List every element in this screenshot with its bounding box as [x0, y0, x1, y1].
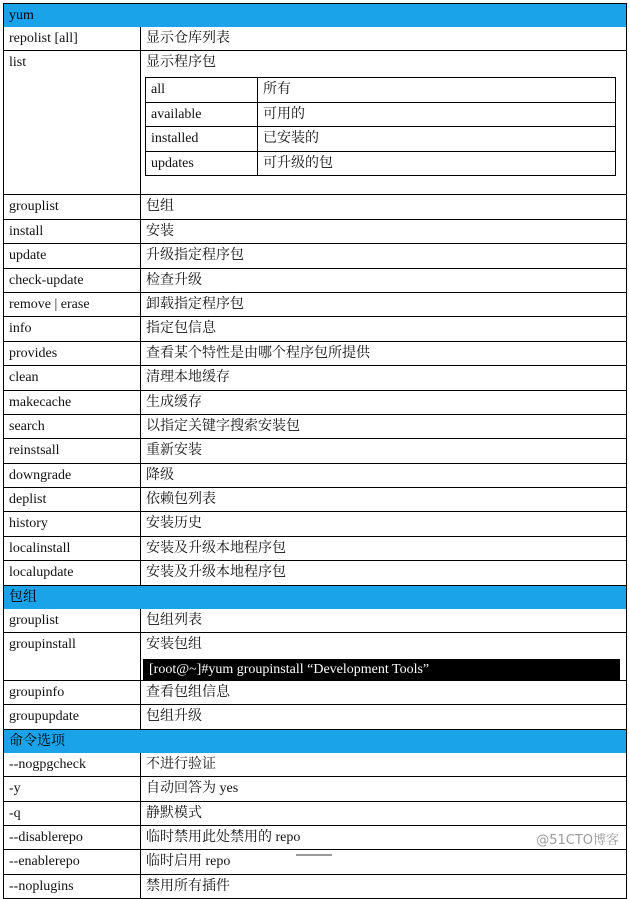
table-row	[4, 705, 627, 729]
command-cell: --noplugins	[4, 875, 141, 898]
description-cell: 临时启用 repo	[141, 850, 627, 873]
table-row	[4, 342, 627, 366]
subtable-value: 可用的	[258, 103, 616, 127]
command-cell: reinstsall	[4, 439, 141, 462]
command-cell: localupdate	[4, 561, 141, 584]
table-row	[4, 269, 627, 293]
table-row	[4, 609, 627, 633]
command-cell: localinstall	[4, 537, 141, 560]
description-cell: 查看某个特性是由哪个程序包所提供	[141, 342, 627, 365]
command-cell: -q	[4, 802, 141, 825]
subtable-value: 所有	[258, 78, 616, 102]
description-cell: 指定包信息	[141, 317, 627, 340]
table-row	[4, 464, 627, 488]
description-cell: 检查升级	[141, 269, 627, 292]
section-header-group: 包组	[4, 586, 627, 609]
table-row	[4, 220, 627, 244]
table-row	[4, 244, 627, 268]
command-cell: deplist	[4, 488, 141, 511]
command-cell: info	[4, 317, 141, 340]
table-row	[4, 195, 627, 219]
command-cell: search	[4, 415, 141, 438]
description-cell: 重新安装	[141, 439, 627, 462]
table-row	[4, 366, 627, 390]
table-row	[4, 681, 627, 705]
yum-command-table	[3, 3, 627, 899]
description-cell	[141, 633, 627, 680]
description-cell: 包组	[141, 195, 627, 218]
section-header-yum: yum	[4, 4, 627, 27]
command-cell: groupupdate	[4, 705, 141, 728]
table-row	[4, 391, 627, 415]
command-cell: clean	[4, 366, 141, 389]
description-cell: 降级	[141, 464, 627, 487]
section-header-options: 命令选项	[4, 730, 627, 753]
description-cell: 临时禁用此处禁用的 repo	[141, 826, 627, 849]
description-cell: 依赖包列表	[141, 488, 627, 511]
table-row	[4, 415, 627, 439]
description-cell: 查看包组信息	[141, 681, 627, 704]
table-row	[4, 561, 627, 585]
description-cell: 清理本地缓存	[141, 366, 627, 389]
description-cell: 安装及升级本地程序包	[141, 537, 627, 560]
subtable-row	[146, 127, 616, 152]
command-cell: history	[4, 512, 141, 535]
command-cell: list	[4, 51, 141, 194]
watermark: @51CTO博客	[536, 833, 619, 848]
table-row	[4, 512, 627, 536]
description-cell: 以指定关键字搜索安装包	[141, 415, 627, 438]
subtable-key: updates	[146, 152, 258, 176]
command-cell: grouplist	[4, 609, 141, 632]
table-row	[4, 875, 627, 899]
command-cell: grouplist	[4, 195, 141, 218]
subtable-key: available	[146, 103, 258, 127]
description-cell: 生成缓存	[141, 391, 627, 414]
description-cell: 安装历史	[141, 512, 627, 535]
command-cell: --nogpgcheck	[4, 753, 141, 776]
list-subtable	[145, 77, 616, 176]
subtable-key: installed	[146, 127, 258, 151]
table-row	[4, 633, 627, 681]
subtable-value: 可升级的包	[258, 152, 616, 176]
table-row	[4, 537, 627, 561]
table-row	[4, 27, 627, 51]
description-cell: 包组升级	[141, 705, 627, 728]
description-cell: 安装及升级本地程序包	[141, 561, 627, 584]
example-command-block: [root@~]#yum groupinstall “Development Tools”	[143, 659, 620, 681]
command-cell: groupinfo	[4, 681, 141, 704]
command-cell: update	[4, 244, 141, 267]
subtable-row	[146, 103, 616, 128]
table-row	[4, 488, 627, 512]
description-cell: 卸载指定程序包	[141, 293, 627, 316]
command-cell: provides	[4, 342, 141, 365]
description-cell: 升级指定程序包	[141, 244, 627, 267]
command-cell: makecache	[4, 391, 141, 414]
description-cell: 禁用所有插件	[141, 875, 627, 898]
description-cell: 自动回答为 yes	[141, 777, 627, 800]
command-cell: check-update	[4, 269, 141, 292]
command-cell: remove | erase	[4, 293, 141, 316]
subtable-key: all	[146, 78, 258, 102]
table-row	[4, 777, 627, 801]
subtable-row	[146, 78, 616, 103]
description-text: 安装包组	[146, 637, 202, 653]
description-text: 显示程序包	[146, 55, 216, 71]
command-cell: install	[4, 220, 141, 243]
command-cell: --disablerepo	[4, 826, 141, 849]
subtable-value: 已安装的	[258, 127, 616, 151]
table-row	[4, 826, 627, 850]
subtable-row	[146, 152, 616, 177]
command-cell: downgrade	[4, 464, 141, 487]
description-cell: 安装	[141, 220, 627, 243]
description-cell: 静默模式	[141, 802, 627, 825]
command-cell: repolist [all]	[4, 27, 141, 50]
description-cell: 不进行验证	[141, 753, 627, 776]
command-cell: -y	[4, 777, 141, 800]
command-cell: --enablerepo	[4, 850, 141, 873]
table-row	[4, 802, 627, 826]
table-row	[4, 439, 627, 463]
description-cell	[141, 51, 627, 194]
description-cell: 显示仓库列表	[141, 27, 627, 50]
command-cell: groupinstall	[4, 633, 141, 680]
description-cell: 包组列表	[141, 609, 627, 632]
table-row	[4, 317, 627, 341]
table-row	[4, 51, 627, 195]
table-row	[4, 753, 627, 777]
table-row	[4, 293, 627, 317]
